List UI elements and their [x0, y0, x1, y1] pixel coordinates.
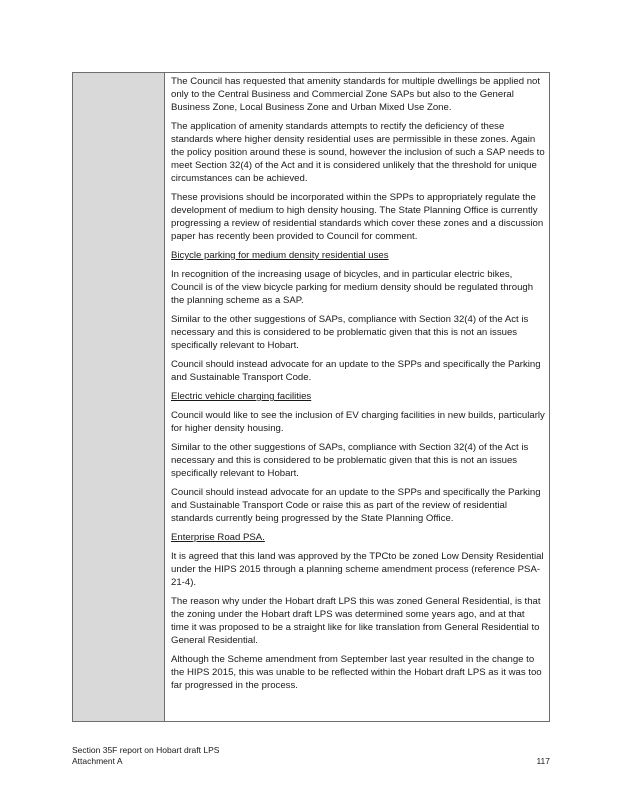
- footer-attachment: Attachment A: [72, 756, 123, 766]
- paragraph: Council should instead advocate for an update to the SPPs and specifically the Parking and Sustainable Transport Code.: [171, 359, 541, 383]
- paragraph: The Council has requested that amenity standards for multiple dwellings be applied not only to the Central Business and Commercial Zone SAPs but also to the General Business Zone, Local Business Zone and Urban Mixed Use Zone.: [171, 76, 541, 113]
- table-left-column: [73, 73, 165, 721]
- paragraph: These provisions should be incorporated within the SPPs to appropriately regulate the development of medium to high density housing. The State Planning Office is currently progressing a review of residential standards which cover these zones and a discussion paper has recently been provided to Council for comment.: [171, 192, 544, 242]
- page-number: 117: [536, 756, 550, 766]
- paragraph: The reason why under the Hobart draft LPS this was zoned General Residential, is that the zoning under the Hobart draft LPS was determined some years ago, and at that time it was proposed to be a straight like for like translation from General Residential to General Residential.: [171, 596, 541, 646]
- content-table: [72, 72, 550, 722]
- section-heading: Bicycle parking for medium density residential uses: [171, 250, 389, 261]
- page-footer: [72, 745, 550, 767]
- section-heading: Enterprise Road PSA.: [171, 532, 265, 543]
- paragraph: Although the Scheme amendment from September last year resulted in the change to the HIPS 2015, this was unable to be reflected within the Hobart draft LPS as it was too far progressed in the process.: [171, 654, 542, 691]
- section-heading: Electric vehicle charging facilities: [171, 391, 312, 402]
- table-right-column: [165, 73, 549, 721]
- paragraph: The application of amenity standards attempts to rectify the deficiency of these standards where higher density residential uses are permissible in these zones. Again the policy position around these is sound, however the inclusion of such a SAP needs to meet Section 32(4) of the Act and it is considered unlikely that the threshold for unique circumstances can be achieved.: [171, 121, 545, 184]
- paragraph: In recognition of the increasing usage of bicycles, and in particular electric bikes, Council is of the view bicycle parking for medium density should be regulated through the planning scheme as a SAP.: [171, 269, 534, 306]
- paragraph: Council would like to see the inclusion of EV charging facilities in new builds, particularly for higher density housing.: [171, 410, 545, 434]
- paragraph: Council should instead advocate for an update to the SPPs and specifically the Parking and Sustainable Transport Code or raise this as part of the review of residential standards currently being progressed by the State Planning Office.: [171, 487, 541, 524]
- paragraph: Similar to the other suggestions of SAPs, compliance with Section 32(4) of the Act is necessary and this is considered to be problematic given that this is not an issues specifically relevant to Hobart.: [171, 314, 529, 351]
- paragraph: Similar to the other suggestions of SAPs, compliance with Section 32(4) of the Act is necessary and this is considered to be problematic given that this is not an issues specifically relevant to Hobart.: [171, 442, 529, 479]
- paragraph: It is agreed that this land was approved by the TPCto be zoned Low Density Residential under the HIPS 2015 through a planning scheme amendment process (reference PSA-21-4).: [171, 551, 544, 588]
- footer-report-title: Section 35F report on Hobart draft LPS: [72, 745, 220, 755]
